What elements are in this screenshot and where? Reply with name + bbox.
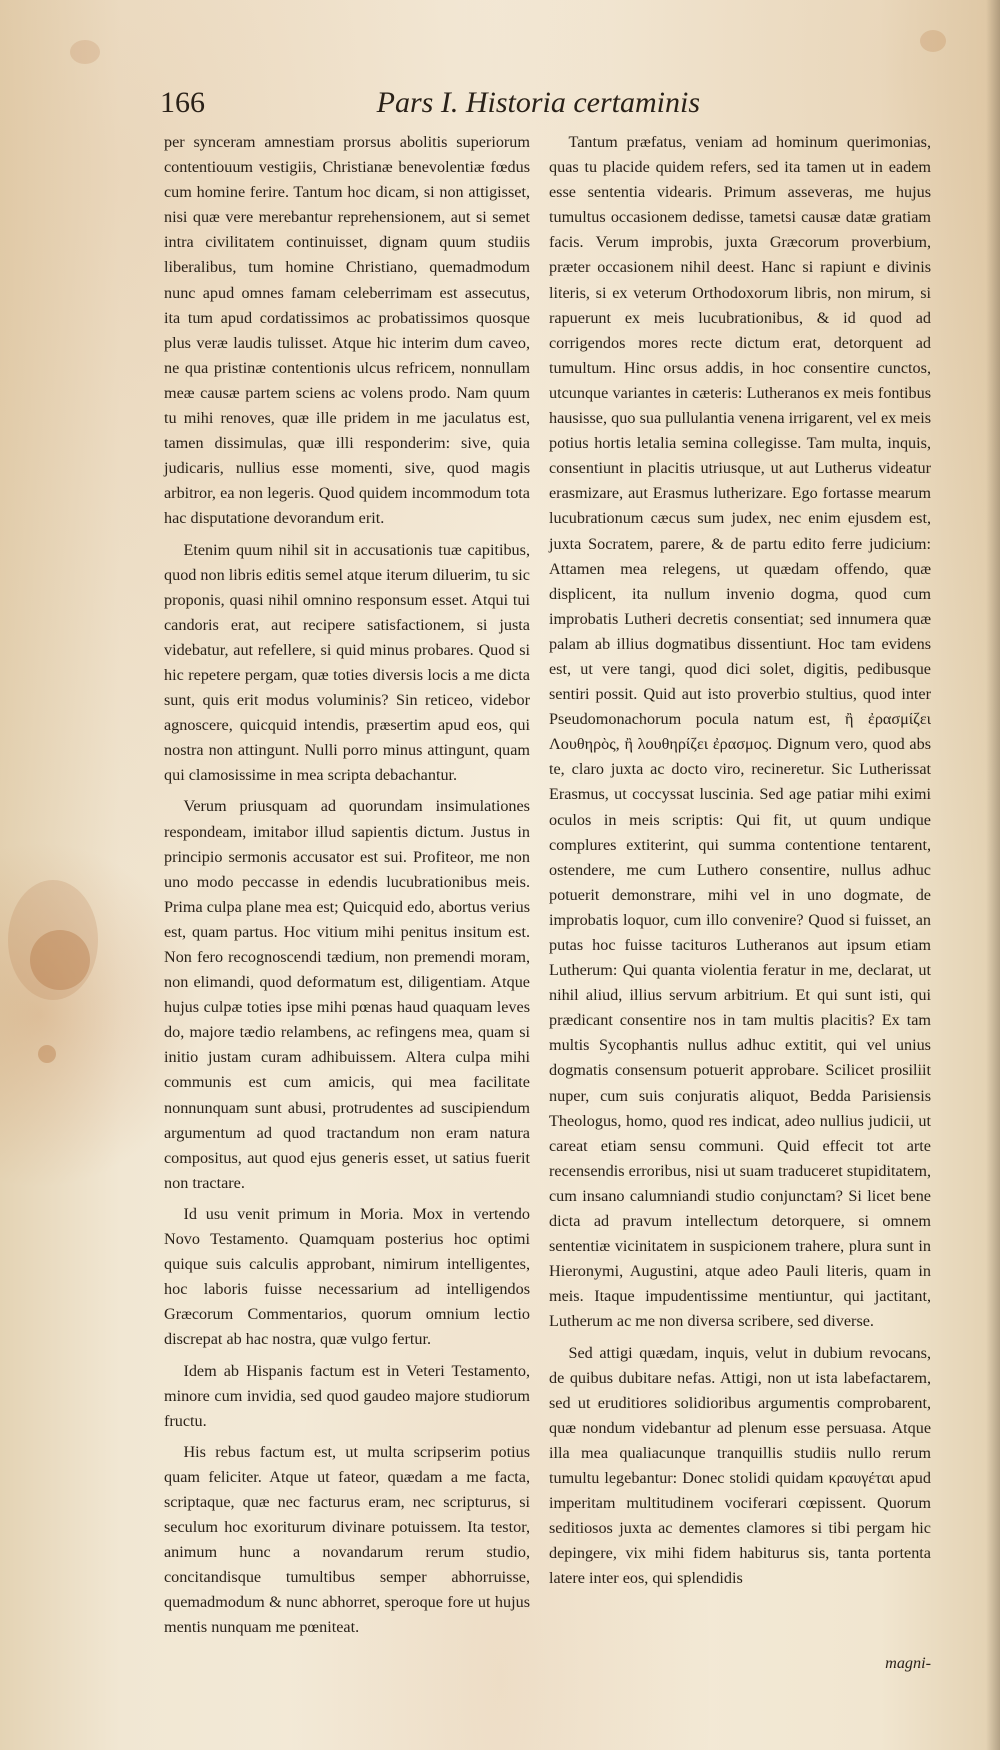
running-title: Pars I. Historia certaminis [376, 86, 700, 119]
paragraph: Etenim quum nihil sit in accusationis tuæ capitibus, quod non libris editis semel atque iterum diluerim, tu sic proponis, quasi nihil omnino responsum esset. Atqui tui candoris erat, aut recipere satisfactionem, si justa videbatur, aut refellere, si quid minus probares. Quod si hic repetere pergam, quæ toties diversis locis a me dicta sunt, quis erit modus voluminis? Sin reticeo, videbor agnoscere, quicquid intendis, præsertim apud eos, qui nostra non attingunt. Nulli porro minus attingunt, quam qui clamosissime in mea scripta debachantur. [164, 540, 530, 785]
paper-stain [920, 30, 946, 52]
paper-stain [70, 40, 100, 64]
paragraph: Verum priusquam ad quorundam insimulationes respondeam, imitabor illud sapientis dictum. Justus in principio sermonis accusator est sui. Profiteor, me non uno modo peccasse in edendis lucubrationibus meis. Prima culpa plane mea est; Quicquid edo, abortus verius est, quam partus. Hoc vitium mihi penitus insitum est. Non fero recognoscendi tædium, non premendi moram, non elimandi, quod deformatum est, diligentiam. Atque hujus culpæ toties ipse mihi pœnas haud quaquam leves do, majore tædio relambens, ac refingens mea, quam si initio justam curam adhibuissem. Altera culpa mihi communis est cum amicis, qui mea facilitate nonnunquam sunt abusi, protrudentes ad suscipiendum argumentum ad quod tractandum non eram natura compositus, aut quod ejus generis esset, ut satius fuerit non tractare. [164, 797, 530, 1192]
paper-stain [38, 1045, 56, 1063]
paragraph: Tantum præfatus, veniam ad hominum querimonias, quas tu placide quidem refers, sed ita tamen ut in eadem esse sententia videaris. Primum asseveras, me hujus tumultus occasionem dedisse, tametsi causæ datæ gratiam facis. Verum improbis, juxta Græcorum proverbium, præter occasionem nihil deest. Hanc si rapiunt e divinis literis, si ex veterum Orthodoxorum libris, non mirum, si rapuerunt ex meis lucubrationibus, & id quod ad corrigendos mores recte dictum erat, detorquent ad tumultum. Hinc orsus addis, in hoc consentire cunctos, utcunque variantes in cæteris: Lutheranos ex meis fontibus hausisse, quo sua pullulantia venena irrigarent, vel ex meis potius hortis letalia semina collegisse. Tam multa, inquis, consentiunt in placitis utriusque, ut aut Lutherus videatur erasmizare, aut Erasmus lutherizare. Ego fortasse mearum lucubrationum cæcus sum judex, nec enim ejusdem est, juxta Socratem, parere, & de partu edito ferre judicium: Attamen mea relegens, ut quædam offendo, quæ displicent, ita nullum invenio dogma, quod cum improbatis Lutheri decretis consentiat; sed innumera quæ palam ab illius dogmatibus dissentiunt. Hoc tam evidens est, ut vere tangi, quod dici solet, digitis, pedibusque sentiri possit. Quid aut isto proverbio stultius, quod inter Pseudomonachorum pocula natum est, ἢ ἐρασμίζει Λουθηρὸς, ἢ λουθηρίζει ἐρασμος. Dignum vero, quod abs te, claro juxta ac docto viro, recineretur. Sic Lutherissat Erasmus, ut coccyssat luscinia. Sed age patiar mihi eximi oculos in meis scriptis: Qui fit, ut quum undique complures extiterint, qui summa contentione tentarent, ostendere, me cum Luthero consentire, nullus adhuc potuerit demonstrare, mihi vel in uno dogmate, de improbatis loquor, cum illo convenire? Quod si fuisset, an putas hoc fuisse tacituros Lutheranos aut ipsum etiam Lutherum: Qui quanta violentia feratur in me, declarat, ut nihil aliud, illius servum arbitrium. Et qui sunt isti, qui prædicant consentire nos in tam multis placitis? Ex tam multis Sycophantis nullus adhuc extitit, qui vel unius dogmatis consensum potuerit approbare. Scilicet prosiliit nuper, cum suis conjuratis aliquot, Bedda Parisiensis Theologus, homo, quod res indicat, adeo nullius judicii, ut careat etiam sensu communi. Quid effecit tot arte recensendis erroribus, nisi ut suam traduceret stupiditatem, cum insano calumniandi studio conjunctam? Si licet bene dicta ad pravum intellectum detorquere, si omnem sententiæ vicinitatem in suspicionem trahere, plura sunt in Hieronymi, Augustini, atque adeo Pauli literis, quam in meis. Itaque impudentissime mentiuntur, qui jactitant, Lutherum ac me non diversa scribere, sed diverse. [549, 133, 931, 1331]
page-number: 166 [160, 86, 205, 119]
paragraph: Sed attigi quædam, inquis, velut in dubium revocans, de quibus dubitare nefas. Attigi, non ut ista labefactarem, sed ut eruditiores solidioribus argumentis comprobarent, quæ nondum videbantur ad plenum esse persuasa. Atque illa mea qualiacunque tranquillis studiis nullo rerum tumultu legebantur: Donec stolidi quidam κραυγέται apud imperitam multitudinem vociferari cœpissent. Quorum seditiosos juxta ac dementes clamores si tibi pergam hic depingere, vix mihi fidem habiturus sis, tanta portenta latere inter eos, qui splendidis [549, 1343, 931, 1588]
paragraph: Id usu venit primum in Moria. Mox in vertendo Novo Testamento. Quamquam posterius hoc optimi quique suis calculis approbant, nimirum intelligentes, hoc laboris fuisse necessarium ad intelligendos Græcorum Commentarios, quorum omnium lectio discrepat ab hac nostra, quæ vulgo fertur. [164, 1204, 530, 1349]
page-edge-shadow [986, 0, 1000, 1750]
paragraph: per synceram amnestiam prorsus abolitis superiorum contentiouum vestigiis, Christianæ benevolentiæ fœdus cum homine ferire. Tantum hoc dicam, si non attigisset, nisi quæ vere merebantur reprehensionem, aut si semet intra civilitatem continuisset, dignam quum studiis liberalibus, tum homine Christiano, quemadmodum nunc apud omnes famam celeberrimam est assecutus, ita tum apud cordatissimos ac probatissimos quosque plus veræ laudis tulisset. Atque hic interim dum caveo, ne qua pristinæ contentionis ulcus refricem, nonnullam meæ causæ partem sciens ac volens prodo. Nam quum tu mihi renoves, quæ ille pridem in me jaculatus est, tamen dissimulas, quæ illi responderim: sive, quia judicaris, nullius esse momenti, sive, quod magis arbitror, ea non legeris. Quod quidem incommodum tota hac disputatione devorandum erit. [164, 133, 530, 528]
left-column [164, 130, 530, 1647]
catchword: magni- [885, 1654, 931, 1672]
right-column [549, 130, 931, 1597]
paper-stain [8, 880, 98, 1000]
page-header [160, 86, 700, 126]
paragraph: Idem ab Hispanis factum est in Veteri Testamento, minore cum invidia, sed quod gaudeo majore studiorum fructu. [164, 1361, 530, 1430]
paragraph: His rebus factum est, ut multa scripserim potius quam feliciter. Atque ut fateor, quædam a me facta, scriptaque, quæ nec facturus eram, nec scripturus, si seculum hoc exoriturum divinare potuissem. Ita testor, animum hunc a novandarum rerum studio, concitandisque tumultibus semper abhorruisse, quemadmodum & nunc abhorret, speroque fore ut hujus mentis nunquam me pœniteat. [164, 1442, 530, 1637]
